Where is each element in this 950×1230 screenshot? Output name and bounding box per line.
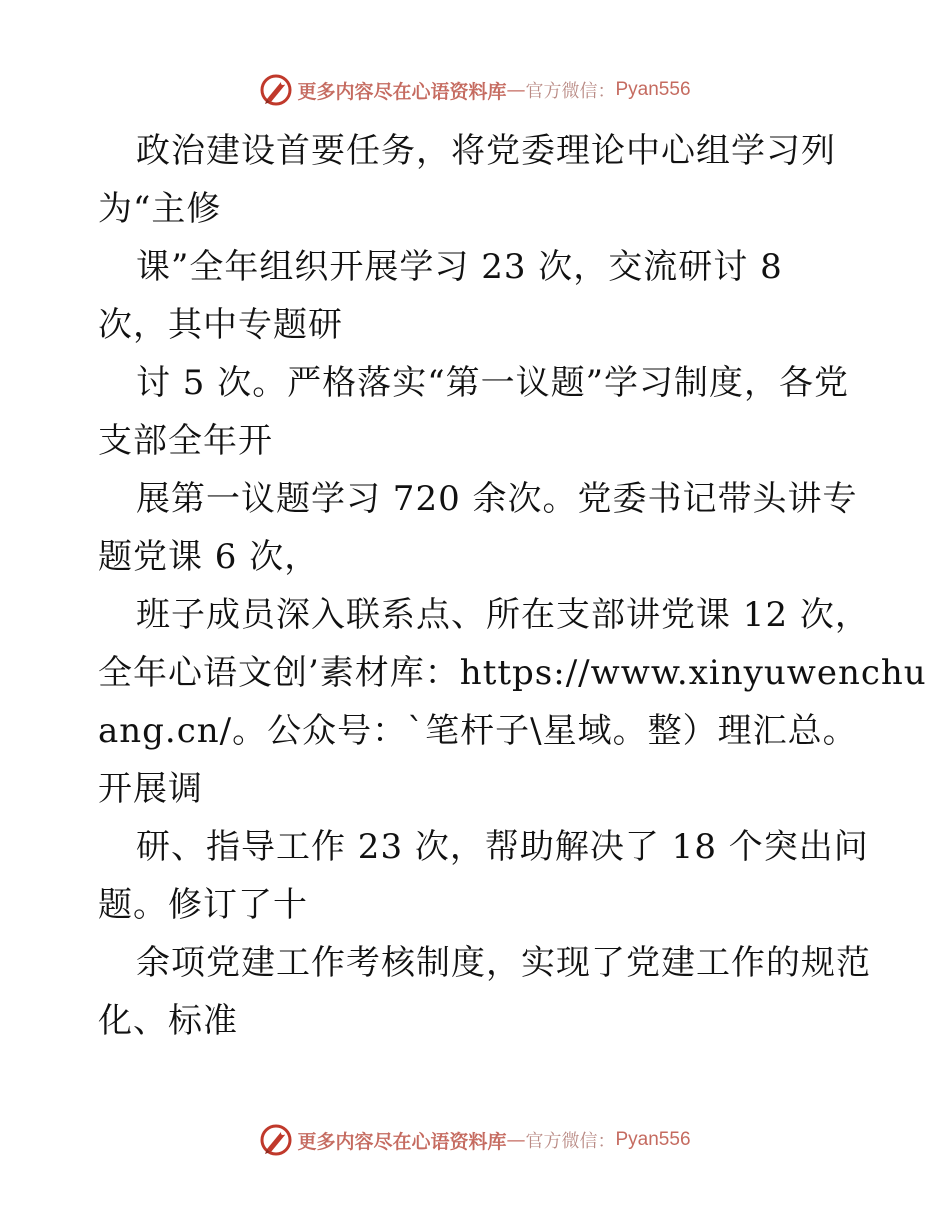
body-line: 展第一议题学习 720 余次。党委书记带头讲专 [136,479,858,519]
footer-banner [0,1120,950,1160]
footer-wechat-id: Pyan556 [615,1129,691,1150]
body-line: 化、标准 [98,1001,238,1041]
header-brand-text: 更多内容尽在心语资料库 [297,80,507,103]
document-body [98,122,927,1050]
pen-logo-icon [259,73,293,107]
header-separator: — [506,79,526,101]
body-line: 讨 5 次。严格落实“第一议题”学习制度，各党 [136,363,850,403]
body-line: 余项党建工作考核制度，实现了党建工作的规范 [136,943,871,983]
body-line: 课”全年组织开展学习 23 次，交流研讨 8 [136,247,783,287]
header-banner [0,70,950,110]
body-line: 为“主修 [98,189,222,229]
body-line: 开展调 [98,769,203,809]
footer-wechat-label: 官方微信： [525,1131,616,1152]
body-line: 支部全年开 [98,421,273,461]
body-line: 次，其中专题研 [98,305,343,345]
body-line: ang.cn/。公众号：`笔杆子\星域。整）理汇总。 [98,711,858,751]
body-line: 全年心语文创’素材库：https://www.xinyuwenchu [98,653,927,693]
header-wechat-id: Pyan556 [615,79,691,100]
body-line: 班子成员深入联系点、所在支部讲党课 12 次， [136,595,870,635]
body-line: 题党课 6 次， [98,537,320,577]
body-line: 题。修订了十 [98,885,308,925]
footer-separator: — [506,1129,526,1151]
pen-logo-icon [259,1123,293,1157]
header-wechat-label: 官方微信： [525,81,616,102]
footer-brand-text: 更多内容尽在心语资料库 [297,1130,507,1153]
body-line: 研、指导工作 23 次，帮助解决了 18 个突出问 [136,827,869,867]
body-line: 政治建设首要任务，将党委理论中心组学习列 [136,131,836,171]
